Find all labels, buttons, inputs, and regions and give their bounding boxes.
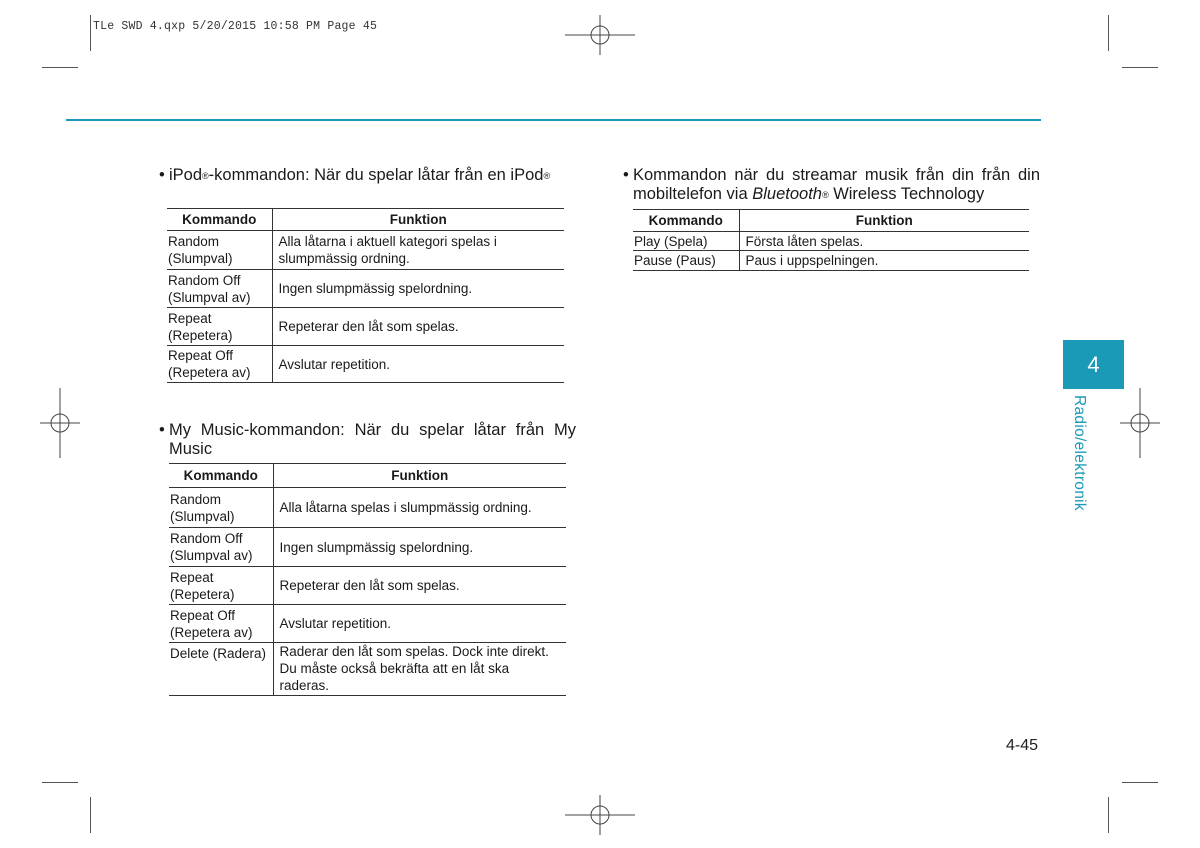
print-slug: TLe SWD 4.qxp 5/20/2015 10:58 PM Page 45	[93, 20, 378, 33]
table-header-row	[633, 210, 1029, 232]
table-row	[169, 528, 566, 567]
bullet-glyph: •	[623, 166, 629, 184]
registered-mark: ®	[202, 171, 209, 181]
command-cell: Play (Spela)	[633, 232, 739, 251]
command-cell: Delete (Radera)	[169, 643, 273, 696]
registered-mark: ®	[543, 171, 551, 181]
table-row	[633, 251, 1029, 271]
table-row	[167, 270, 564, 308]
bullet-glyph: •	[159, 166, 165, 184]
column-header-funktion: Funktion	[272, 209, 564, 231]
function-cell: Alla låtarna spelas i slumpmässig ordning.	[273, 488, 566, 528]
function-cell: Ingen slumpmässig spelordning.	[273, 528, 566, 567]
function-cell: Avslutar repetition.	[273, 605, 566, 643]
command-cell: Repeat Off (Repetera av)	[169, 605, 273, 643]
registration-mark-left	[40, 388, 80, 458]
column-header-kommando: Kommando	[633, 210, 739, 232]
registration-mark-bottom	[565, 795, 635, 835]
command-cell: Random (Slumpval)	[167, 231, 272, 270]
registered-mark: ®	[821, 190, 829, 200]
function-cell: Paus i uppspelningen.	[739, 251, 1029, 271]
table-row	[167, 308, 564, 346]
function-cell: Ingen slumpmässig spelordning.	[272, 270, 564, 308]
command-cell: Pause (Paus)	[633, 251, 739, 271]
table-row	[167, 346, 564, 383]
function-cell: Avslutar repetition.	[272, 346, 564, 383]
column-header-kommando: Kommando	[167, 209, 272, 231]
bluetooth-commands-table	[633, 209, 1029, 271]
table-header-row	[167, 209, 564, 231]
chapter-title: Radio/elektronik	[1071, 395, 1088, 511]
command-cell: Repeat Off (Repetera av)	[167, 346, 272, 383]
table-row	[169, 643, 566, 696]
function-cell: Repeterar den låt som spelas.	[272, 308, 564, 346]
command-cell: Repeat (Repetera)	[167, 308, 272, 346]
function-cell: Första låten spelas.	[739, 232, 1029, 251]
registration-mark-top	[565, 15, 635, 55]
function-cell: Raderar den låt som spelas. Dock inte direkt. Du måste också bekräfta att en låt ska raderas.	[273, 643, 566, 696]
table-header-row	[169, 464, 566, 488]
function-cell: Alla låtarna i aktuell kategori spelas i slumpmässig ordning.	[272, 231, 564, 270]
command-cell: Random (Slumpval)	[169, 488, 273, 528]
header-rule	[66, 119, 1041, 121]
table-row	[169, 488, 566, 528]
table-row	[169, 605, 566, 643]
table-row	[633, 232, 1029, 251]
ipod-heading: • iPod®-kommandon: När du spelar låtar från en iPod®	[159, 166, 551, 184]
table-row	[167, 231, 564, 270]
registration-mark-right	[1120, 388, 1160, 458]
column-header-kommando: Kommando	[169, 464, 273, 488]
mymusic-heading: • My Music-kommandon: När du spelar låtar från My Music	[159, 421, 576, 458]
page-number: 4-45	[1006, 737, 1039, 754]
column-header-funktion: Funktion	[739, 210, 1029, 232]
bullet-glyph: •	[159, 421, 165, 439]
chapter-number-tab: 4	[1063, 340, 1124, 389]
command-cell: Random Off (Slumpval av)	[169, 528, 273, 567]
column-header-funktion: Funktion	[273, 464, 566, 488]
command-cell: Random Off (Slumpval av)	[167, 270, 272, 308]
function-cell: Repeterar den låt som spelas.	[273, 567, 566, 605]
ipod-commands-table	[167, 208, 564, 383]
command-cell: Repeat (Repetera)	[169, 567, 273, 605]
bluetooth-heading: • Kommandon när du streamar musik från din från din mobiltelefon via Bluetooth® Wireless Technology	[623, 166, 1040, 203]
mymusic-commands-table	[169, 463, 566, 696]
table-row	[169, 567, 566, 605]
